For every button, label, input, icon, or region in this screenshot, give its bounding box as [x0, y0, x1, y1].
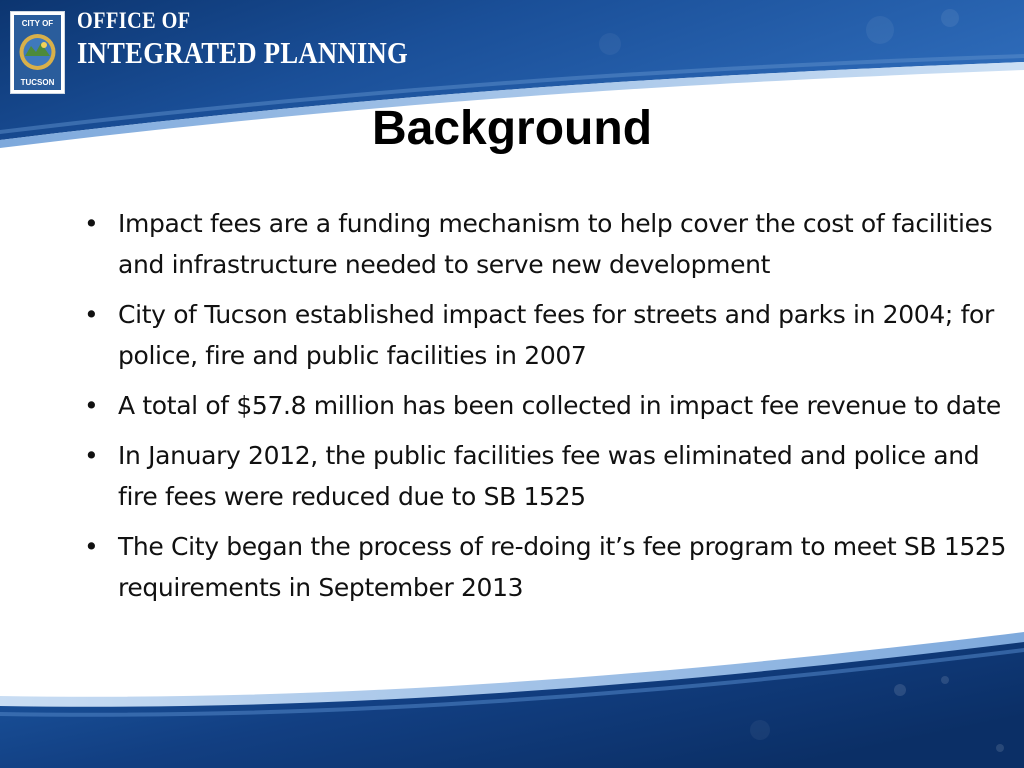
bullet-dot-icon: •	[84, 391, 99, 420]
bullet-text: In January 2012, the public facilities fee was eliminated and police and fire fees were reduced due to SB 1525	[118, 441, 980, 511]
footer-band	[0, 630, 1024, 768]
bullet-item	[84, 526, 1009, 608]
bullet-item	[84, 385, 1009, 426]
city-of-tucson-seal-icon	[11, 12, 64, 93]
office-of-text: OFFICE OF	[77, 8, 191, 33]
bullet-item	[84, 294, 1009, 376]
bullet-text: A total of $57.8 million has been collected in impact fee revenue to date	[118, 391, 1001, 420]
city-seal-logo	[10, 11, 65, 94]
seal-top-text: CITY OF	[21, 19, 54, 28]
bullet-item	[84, 435, 1009, 517]
bullet-dot-icon: •	[84, 441, 99, 470]
bullet-dot-icon: •	[84, 532, 99, 561]
bullet-text: The City began the process of re-doing it’s fee program to meet SB 1525 requirements in September 2013	[118, 532, 1007, 602]
bullet-dot-icon: •	[84, 300, 99, 329]
bullet-text: City of Tucson established impact fees for streets and parks in 2004; for police, fire and public facilities in 2007	[118, 300, 994, 370]
bullet-list	[84, 203, 1009, 617]
office-wordmark	[77, 9, 462, 68]
seal-bottom-text: TUCSON	[20, 78, 55, 87]
bullet-item	[84, 203, 1009, 285]
bullet-dot-icon: •	[84, 209, 99, 238]
integrated-planning-text: INTEGRATED PLANNING	[77, 35, 409, 70]
slide-title: Background	[371, 102, 653, 155]
bullet-text: Impact fees are a funding mechanism to help cover the cost of facilities and infrastructure needed to serve new development	[118, 209, 993, 279]
